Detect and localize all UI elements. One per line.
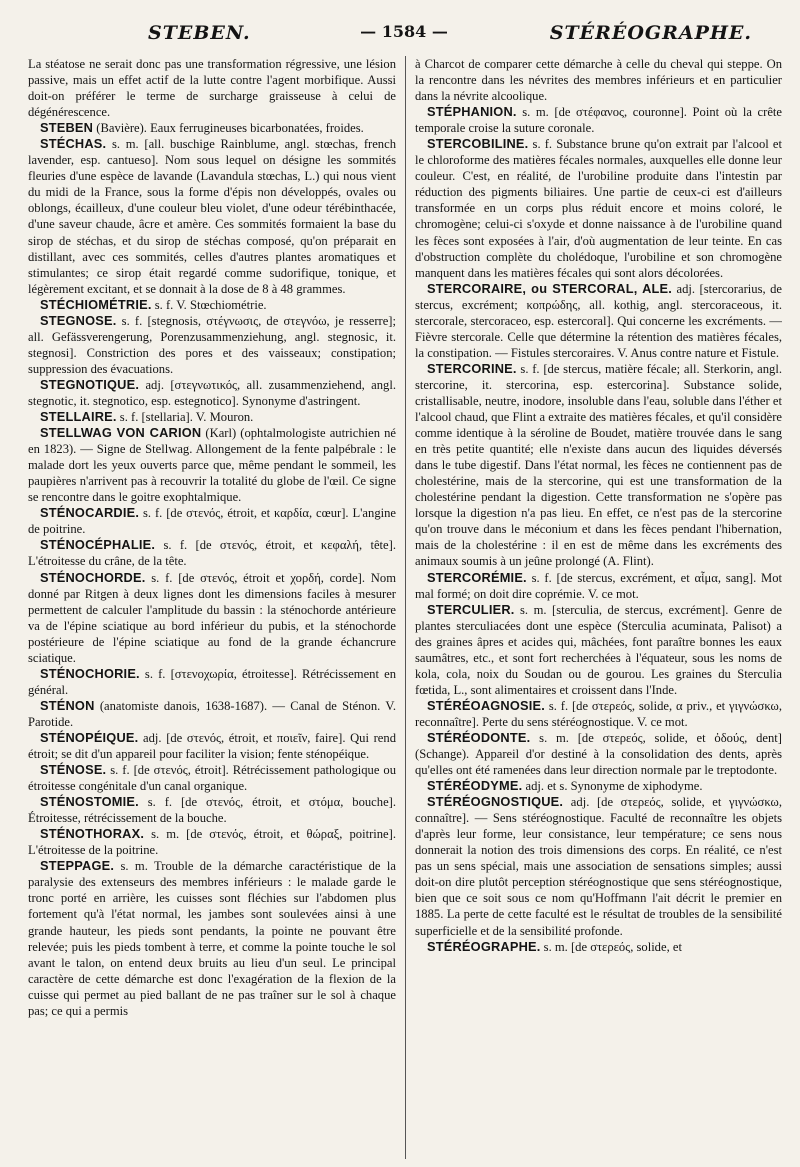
dictionary-entry xyxy=(415,698,782,730)
entry-headword: STERCOBILINE. xyxy=(427,136,529,152)
entry-headword: STÉPHANION. xyxy=(427,104,517,120)
entry-headword: STÉNOCHORDE. xyxy=(40,569,146,585)
entry-definition: s. f. [στενοχωρία, étroitesse]. Rétrécissement en général. xyxy=(28,666,396,697)
dictionary-entry xyxy=(28,666,396,698)
entry-definition: s. f. [de στενός, étroit, et στόμα, bouche]. Étroitesse, rétrécissement de la bouche. xyxy=(28,795,396,826)
entry-headword: STÉNOCHORIE. xyxy=(40,665,140,681)
left-column xyxy=(28,56,405,1159)
entry-definition: s. m. [sterculia, de stercus, excrément]. Genre de plantes sterculiacées dont une espèce (Sterculia acuminata, Palisot) a des graines âpres et acides qui, mâchées, font paraître bonnes les eaux saumâtres, etc., et sont fort recherchées à l'équateur, sous les noms de kola, cola, noix du Soudan ou de gourou. Les graines du Sterculia fœtida, L., sont alimentaires et croissent dans l'Inde. xyxy=(415,602,782,697)
entry-headword: STÉNOSE. xyxy=(40,762,107,778)
entry-definition: adj. et s. Synonyme de xiphodyme. xyxy=(522,779,703,794)
entry-definition: s. m. [de στενός, étroit, et θώραξ, poitrine]. L'étroitesse de la poitrine. xyxy=(28,827,396,858)
dictionary-entry xyxy=(415,281,782,361)
entry-definition: s. f. V. Stœchiométrie. xyxy=(151,297,267,312)
dictionary-entry xyxy=(415,794,782,938)
entry-definition: s. f. [de στενός, étroit, et καρδία, cœur]. L'angine de poitrine. xyxy=(28,506,396,537)
entry-definition: adj. [de στερεός, solide, et γιγνώσκω, connaître]. — Sens stéréognostique. Faculté de reconnaître les objets d'après leur forme, leur consistance, leur température; ce sens nous donnerait la notion des trois dimensions des corps. En réalité, ce n'est pas un sens spécial, mais une association de sensations simples; aussi doit-on dire plutôt perception stéréognostique que sens stéréognostique, bien que ce soit sous ce nom qu'Hoffmann l'ait décrit le premier en 1885. La perte de cette faculté est le résultat de troubles de la sensibilité superficielle et de la sensibilité profonde. xyxy=(415,795,782,938)
entry-headword: STEPPAGE. xyxy=(40,858,115,874)
dictionary-entry xyxy=(415,361,782,570)
text-columns xyxy=(28,56,782,1159)
dictionary-entry xyxy=(28,120,396,136)
entry-headword: STÉNOPÉIQUE. xyxy=(40,729,139,745)
entry-headword: STÉCHAS. xyxy=(40,136,107,152)
dictionary-entry xyxy=(415,778,782,794)
entry-definition: s. m. [all. buschige Rainblume, angl. stœchas, french lavender, esp. cantueso]. Nom sous lequel on désigne les sommités fleuries d'une espèce de lavande (Lavandula stœchas, L.) qui nous vient du midi de la France, sous la forme d'épis non développés, ovales ou oblongs, écailleux, d'une couleur bleu violet, d'une odeur térébinthacée, d'une saveur chaude, âcre et amère. Ces sommités formaient la base du sirop de stéchas, et du sirop de stéchas composé, qu'on préparait en distillant, avec ces sommités, celles d'autres plantes aromatiques et stimulantes; ce sirop était regardé comme sudorifique, tonique, et légèrement excitant, et se donnait à la dose de 8 à 48 grammes. xyxy=(28,137,396,296)
entry-definition: s. m. [de στερεός, solide, et xyxy=(540,939,682,954)
dictionary-entry xyxy=(415,570,782,602)
header-left-word: STEBEN. xyxy=(148,22,251,44)
entry-headword: STÉRÉODYME. xyxy=(427,778,523,794)
entry-definition: s. m. [de στερεός, solide, et ὀδούς, dent] (Schange). Appareil d'or destiné à la consolidation des dents, après qu'elles ont été ramenées dans leur direction normale par le treptodonte. xyxy=(415,730,782,778)
entry-headword: STÉNOCARDIE. xyxy=(40,505,140,521)
right-column xyxy=(405,56,782,1159)
header-right-word: STÉRÉOGRAPHE. xyxy=(549,22,752,44)
entry-definition: s. f. [de στενός, étroit et χορδή, corde]. Nom donné par Ritgen à deux lignes dont les dimensions faciles à mesurer permettent de calculer l'amplitude du bassin : la sténochorde antérieure va de l'épine sciatique au bord inférieur du pubis, et la sténochorde postérieure de l'épine sciatique au fond de la grande échancrure sciatique. xyxy=(28,570,396,665)
entry-headword: STÉRÉOGRAPHE. xyxy=(427,938,541,954)
entry-headword: STEGNOSE. xyxy=(40,312,117,328)
dictionary-entry xyxy=(415,602,782,698)
entry-definition: (Karl) (ophtalmologiste autrichien né en 1823). — Signe de Stellwag. Allongement de la fente palpébrale : le malade dort les yeux ouverts parce que, même pendant le sommeil, les paupières n'arrivent pas à recouvrir la totalité du globe de l'œil. Ce signe se rencontre dans le goitre exophtalmique. xyxy=(28,426,396,505)
page-number: — 1584 — xyxy=(360,22,448,41)
dictionary-entry xyxy=(28,377,396,409)
dictionary-entry xyxy=(28,570,396,666)
dictionary-entry xyxy=(415,136,782,280)
entry-headword: STEBEN xyxy=(40,120,94,136)
entry-definition: s. f. [de stercus, matière fécale; all. Sterkorin, angl. stercorine, it. stercorina, esp. estercorina]. Substance solide, cristallisable, neutre, inodore, insoluble dans l'eau, soluble dans l'éther et l'alcool chaud, que Flint a extraite des matières fécales, et qu'il considère comme identique à la séroline de Boudet, matière trouvée dans le sang en très petite quantité; elle n'existe dans aucun des liquides déversés dans le tube digestif. Dans l'état normal, les fèces ne contiennent pas de cholestérine, mais de la stercorine, qui est une transformation de la cholestérine pendant la digestion. Cette transformation ne s'opère pas lorsque la digestion n'a pas lieu. En effet, ce n'est pas de la stercorine qu'on trouve dans le méconium et dans les fèces pendant l'hibernation, mais de la cholestérine : il en est de même dans les excréments des animaux soumis à un jeûne prolongé (A. Flint). xyxy=(415,361,782,569)
entry-headword: STÉRÉOGNOSTIQUE. xyxy=(427,794,564,810)
entry-headword: STÉNOTHORAX. xyxy=(40,826,145,842)
entry-definition: adj. [στεγνωτικός, all. zusammenziehend, angl. stegnotic, it. stegnotico, esp. estegnotico]. Synonyme d'astringent. xyxy=(28,377,396,408)
entry-headword: STERCORÉMIE. xyxy=(427,569,527,585)
entry-definition: La stéatose ne serait donc pas une transformation régressive, une lésion passive, mais un effet actif de la lutte contre l'agent morbifique. Aussi doit-on préférer le terme de surcharge graisseuse à celui de dégénérescence. xyxy=(28,57,396,120)
entry-headword: STÉRÉODONTE. xyxy=(427,729,531,745)
entry-definition: s. f. [stegnosis, στέγνωσις, de στεγνόω, je resserre]; all. Gefässverengerung, Porenzusammenziehung, angl. stegnosic, it. stegnosi]. Constriction des pores et des vaisseaux; constipation; suppression des évacuations. xyxy=(28,313,396,376)
dictionary-entry xyxy=(28,313,396,377)
entry-definition: s. f. [de stercus, excrément, et αἷμα, sang]. Mot mal formé; on doit dire coprémie. V. ce mot. xyxy=(415,570,782,601)
dictionary-entry xyxy=(28,762,396,794)
dictionary-entry xyxy=(28,698,396,730)
entry-headword: STERCORINE. xyxy=(427,360,517,376)
entry-definition: s. m. [de στέφανος, couronne]. Point où la crête temporale croise la suture coronale. xyxy=(415,105,782,136)
entry-definition: adj. [de στενός, étroit, et ποιεῖν, faire]. Qui rend étroit; se dit d'un appareil pour faciliter la vision; fente sténopéique. xyxy=(28,730,396,762)
page-header xyxy=(28,14,780,44)
entry-definition: s. f. [de στερεός, solide, α priv., et γιγνώσκω, reconnaître]. Perte du sens stéréognostique. V. ce mot. xyxy=(415,698,782,729)
dictionary-entry xyxy=(415,730,782,778)
entry-definition: s. f. [de στενός, étroit]. Rétrécissement pathologique ou étroitesse congénitale d'un canal organique. xyxy=(28,763,396,794)
entry-headword: STÉNOSTOMIE. xyxy=(40,794,139,810)
dictionary-entry xyxy=(28,409,396,425)
entry-headword: STÉCHIOMÉTRIE. xyxy=(40,296,152,312)
entry-definition: s. m. Trouble de la démarche caractéristique de la paralysie des extenseurs des membres inférieurs : le malade garde le tronc porté en arrière, les cuisses sont fléchies sur l'abdomen plus fortement qu'à l'état normal, les jambes sont soulevées ainsi à une grande hauteur, les pieds sont pendants, la pointe ne pouvant être relevée; puis les pieds tombent à terre, et comme la pointe touche le sol avant le talon, on entend deux bruits au lieu d'un seul. Le principal caractère de cette démarche est donc l'exagération de la flexion de la cuisse qui permet au pied ballant de ne pas traîner sur le sol à chaque pas; ce qui a permis xyxy=(28,859,396,1018)
entry-headword: STEGNOTIQUE. xyxy=(40,376,140,392)
dictionary-entry xyxy=(415,104,782,136)
dictionary-entry xyxy=(415,939,782,955)
entry-headword: STÉNOCÉPHALIE. xyxy=(40,537,156,553)
dictionary-entry xyxy=(28,505,396,537)
entry-headword: STERCULIER. xyxy=(427,601,515,617)
dictionary-entry xyxy=(28,297,396,313)
dictionary-entry xyxy=(28,794,396,826)
entry-headword: STERCORAIRE, ou STERCORAL, ALE. xyxy=(427,280,673,296)
entry-definition: à Charcot de comparer cette démarche à celle du cheval qui steppe. On la rencontre dans les névrites des membres inférieurs et en particulier dans la névrite alcoolique. xyxy=(415,57,782,104)
dictionary-entry xyxy=(28,56,396,120)
entry-definition: s. f. [de στενός, étroit, et κεφαλή, tête]. L'étroitesse du crâne, de la tête. xyxy=(28,538,396,569)
entry-definition: s. f. Substance brune qu'on extrait par l'alcool et le chloroforme des matières fécales normales, auxquelles elle donne leur couleur. C'est, en réalité, de l'urobiline produite dans l'intestin par réduction des pigments biliaires. Une partie de ceux-ci est d'ailleurs transformée en un corps plus réduit encore et moins coloré, le chromogène; celui-ci s'oxyde et donne naissance à de l'urobiline quand les fèces sont exposées à l'air, d'où augmentation de leur teinte. En cas d'obstruction complète du cholédoque, l'urobiline et son chromogène manquent dans les matières fécales qui sont alors décolorées. xyxy=(415,137,782,280)
dictionary-entry xyxy=(28,826,396,858)
entry-definition: adj. [stercorarius, de stercus, excrément; κοπρώδης, all. kothig, angl. stercoraceous, it. stercorale, stercoraceo, esp. estercoral]. Qui concerne les excréments. — Fièvre stercorale. Celle que détermine la rétention des matières fécales, la constipation. — Fistules stercoraires. V. Anus contre nature et Fistule. xyxy=(415,281,782,360)
dictionary-entry xyxy=(28,425,396,505)
entry-definition: s. f. [stellaria]. V. Mouron. xyxy=(116,410,254,425)
dictionary-entry xyxy=(28,537,396,569)
dictionary-entry xyxy=(415,56,782,104)
dictionary-entry xyxy=(28,136,396,296)
entry-definition: (anatomiste danois, 1638-1687). — Canal de Sténon. V. Parotide. xyxy=(28,698,396,729)
entry-headword: STELLAIRE. xyxy=(40,409,117,425)
entry-headword: STÉNON xyxy=(40,697,95,713)
dictionary-entry xyxy=(28,858,396,1018)
entry-definition: (Bavière). Eaux ferrugineuses bicarbonatées, froides. xyxy=(93,121,364,136)
dictionary-entry xyxy=(28,730,396,762)
entry-headword: STELLWAG VON CARION xyxy=(40,425,202,441)
entry-headword: STÉRÉOAGNOSIE. xyxy=(427,697,545,713)
